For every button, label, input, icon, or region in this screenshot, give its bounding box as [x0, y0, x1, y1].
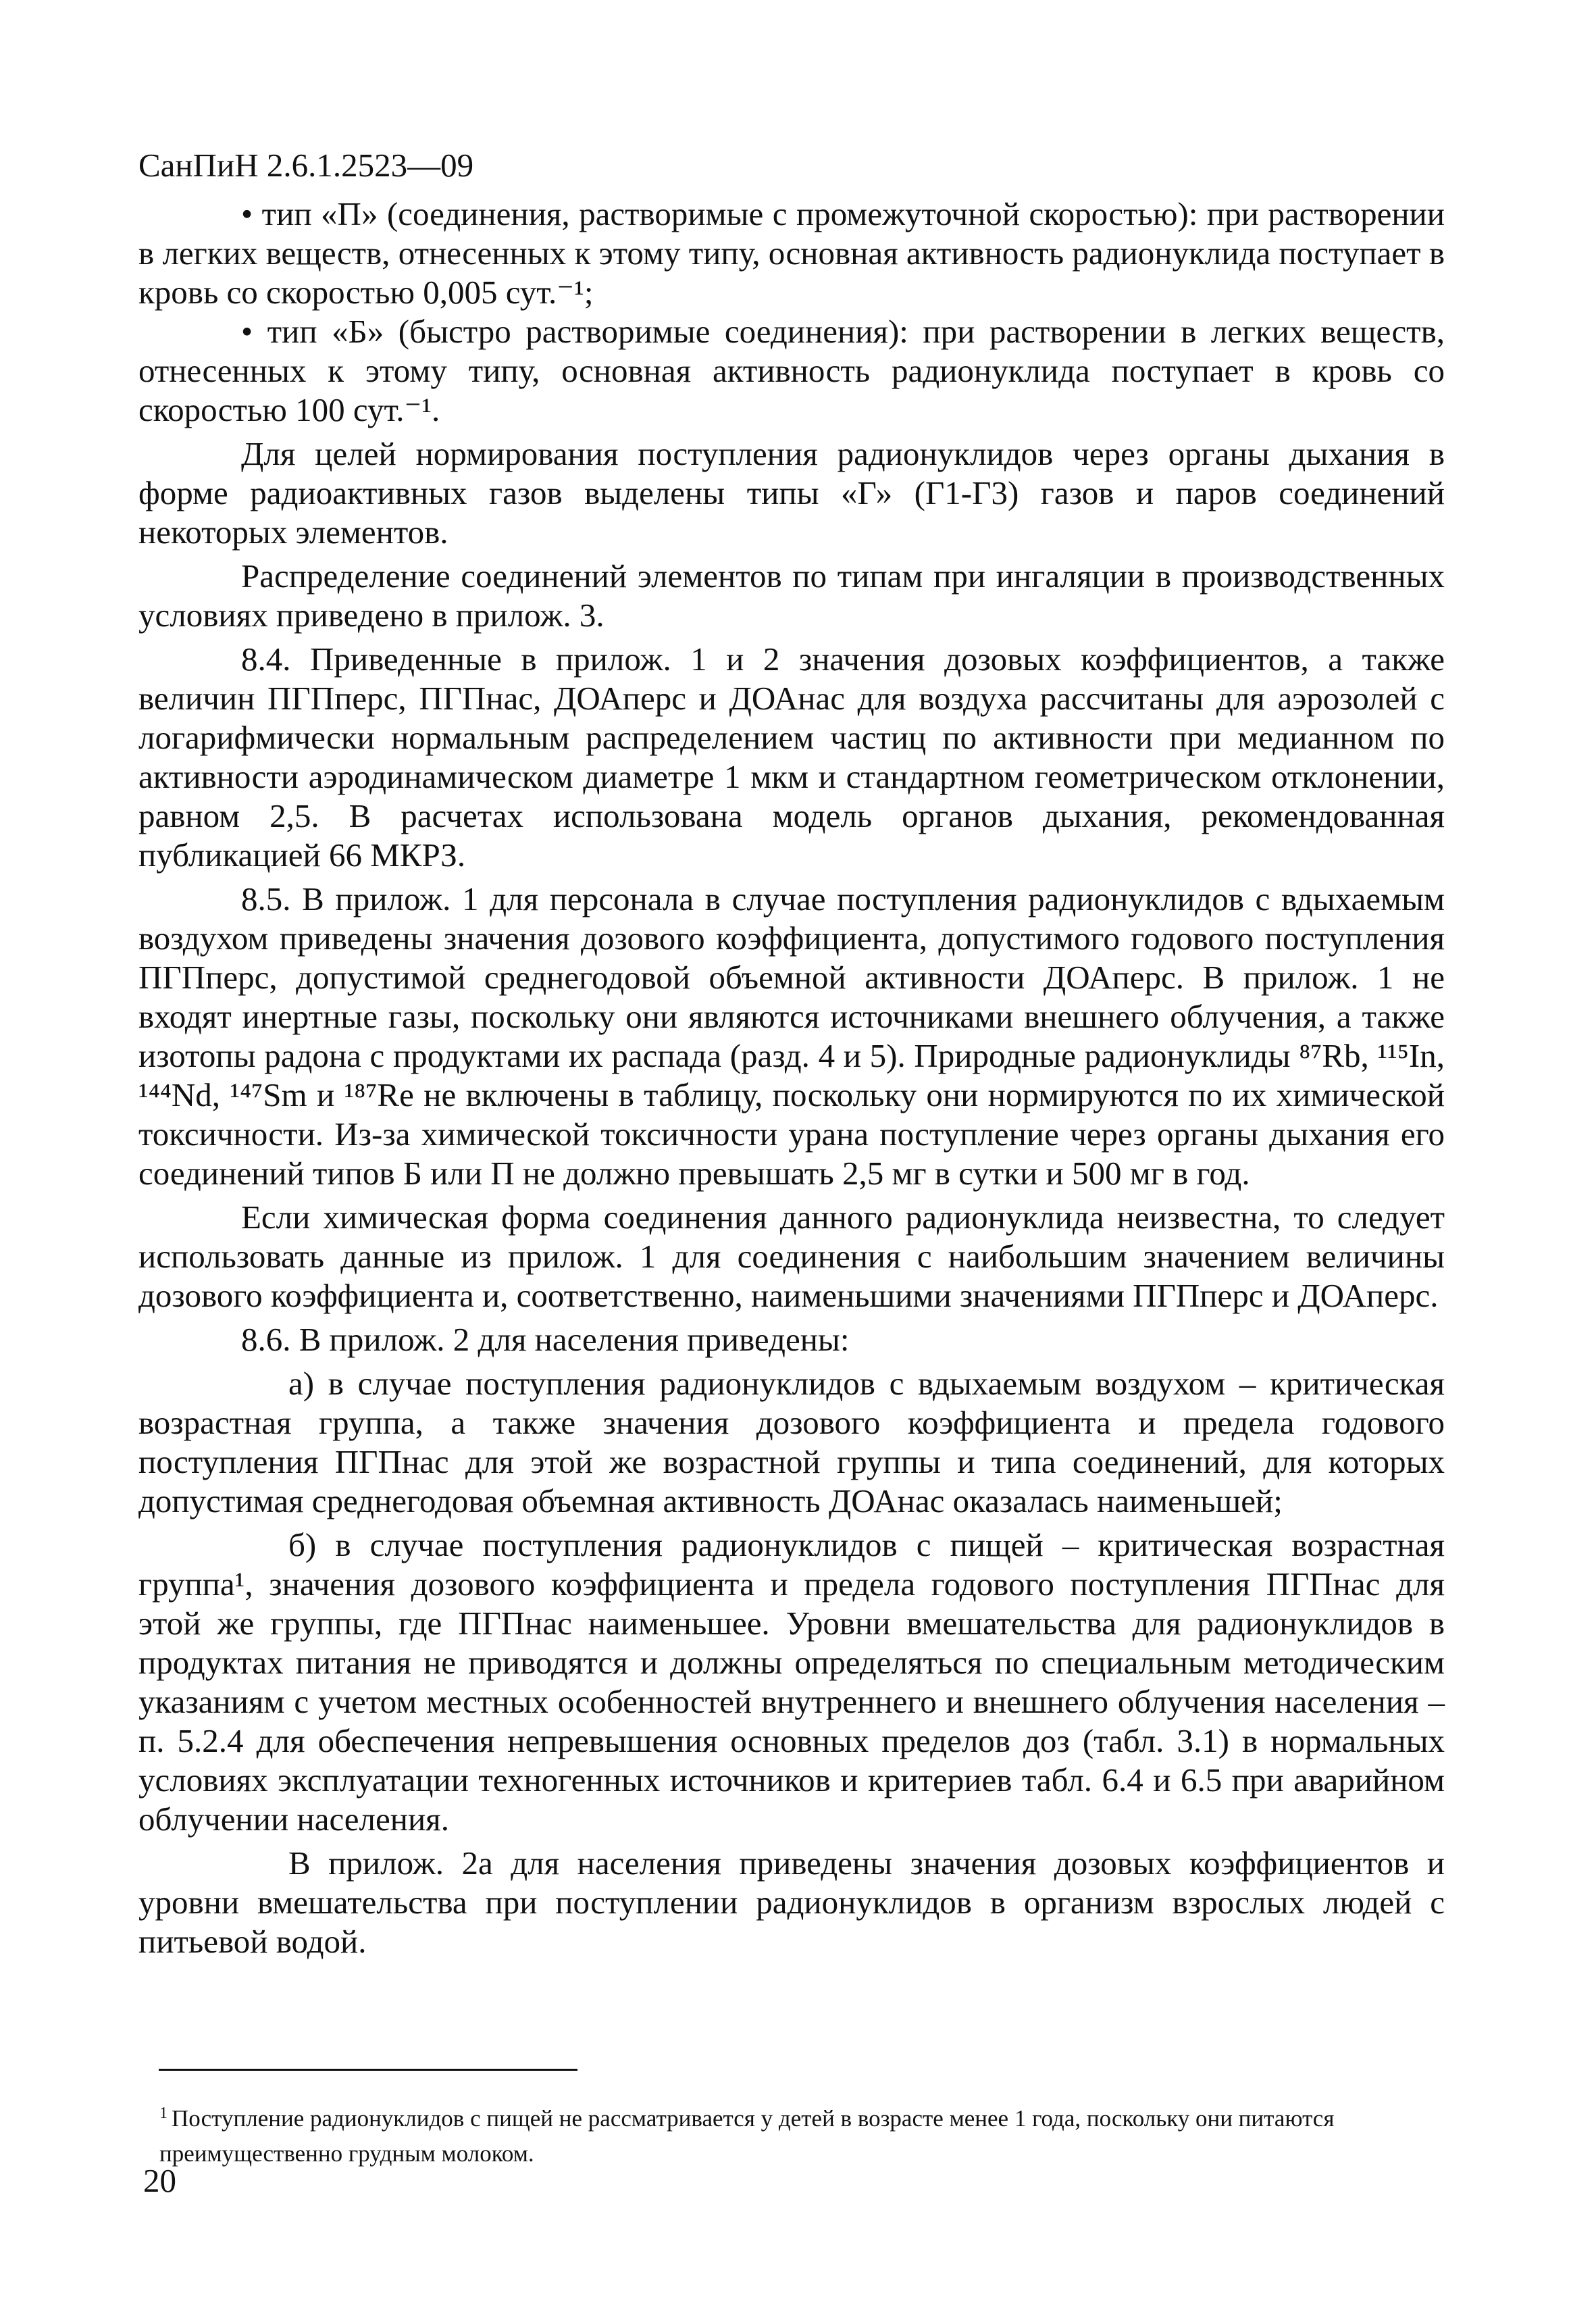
- bullet-type-p: • тип «П» (соединения, растворимые с промежуточной скоростью): при растворении в легких веществ, отнесенных к этому типу, основная активность радионуклида поступает в кровь со скоростью 0,005 сут.⁻¹;: [138, 195, 1445, 311]
- paragraph-8-5: 8.5. В прилож. 1 для персонала в случае поступления радионуклидов с вдыхаемым воздухом приведены значения дозового коэффициента, допустимого годового поступления ПГПперс, допустимой среднегодовой объемной активности ДОАперс. В прилож. 1 не входят инертные газы, поскольку они являются источниками внешнего облучения, а также изотопы радона с продуктами их распада (разд. 4 и 5). Природные радионуклиды ⁸⁷Rb, ¹¹⁵In, ¹⁴⁴Nd, ¹⁴⁷Sm и ¹⁸⁷Re не включены в таблицу, поскольку они нормируются по их химической токсичности. Из-за химической токсичности урана поступление через органы дыхания его соединений типов Б или П не должно превышать 2,5 мг в сутки и 500 мг в год.: [138, 880, 1445, 1192]
- paragraph-8-6-b: б) в случае поступления радионуклидов с пищей – критическая возрастная группа¹, значения дозового коэффициента и предела годового поступления ПГПнас для этой же группы, где ПГПнас наименьшее. Уровни вмешательства для радионуклидов в продуктах питания не приводятся и должны определяться по специальным методическим указаниям с учетом местных особенностей внутреннего и внешнего облучения населения – п. 5.2.4 для обеспечения непревышения основных пределов доз (табл. 3.1) в нормальных условиях эксплуатации техногенных источников и критериев табл. 6.4 и 6.5 при аварийном облучении населения.: [138, 1526, 1445, 1838]
- page-number: 20: [143, 2162, 176, 2199]
- footnote-separator: [159, 2069, 577, 2071]
- paragraph-chemical-form: Если химическая форма соединения данного радионуклида неизвестна, то следует использовать данные из прилож. 1 для соединения с наибольшим значением величины дозового коэффициента и, соответственно, наименьшими значениями ПГПперс и ДОАперс.: [138, 1199, 1445, 1314]
- paragraph-8-6: 8.6. В прилож. 2 для населения приведены:: [241, 1321, 850, 1358]
- paragraph-appendix-2a: В прилож. 2а для населения приведены значения дозовых коэффициентов и уровни вмешательства при поступлении радионуклидов в организм взрослых людей с питьевой водой.: [138, 1844, 1445, 1960]
- footnote-mark: 1: [159, 2105, 168, 2122]
- paragraph-gas-types: Для целей нормирования поступления радионуклидов через органы дыхания в форме радиоактивных газов выделены типы «Г» (Г1-Г3) газов и паров соединений некоторых элементов.: [138, 435, 1445, 551]
- footnote: [159, 2096, 1416, 2171]
- paragraph-distribution: Распределение соединений элементов по типам при ингаляции в производственных условиях приведено в прилож. 3.: [138, 557, 1445, 634]
- document-code-header: СанПиН 2.6.1.2523—09: [138, 147, 474, 184]
- paragraph-8-6-a: а) в случае поступления радионуклидов с вдыхаемым воздухом – критическая возрастная группа, а также значения дозового коэффициента и предела годового поступления ПГПнас для этой же возрастной группы и типа соединений, для которых допустимая среднегодовая объемная активность ДОАнас оказалась наименьшей;: [138, 1365, 1445, 1519]
- document-body: [138, 195, 1445, 1966]
- paragraph-8-4: 8.4. Приведенные в прилож. 1 и 2 значения дозовых коэффициентов, а также величин ПГПперс, ПГПнас, ДОАперс и ДОАнас для воздуха рассчитаны для аэрозолей с логарифмически нормальным распределением частиц по активности при медианном по активности аэродинамическом диаметре 1 мкм и стандартном геометрическом отклонении, равном 2,5. В расчетах использована модель органов дыхания, рекомендованная публикацией 66 МКРЗ.: [138, 640, 1445, 874]
- bullet-type-b: • тип «Б» (быстро растворимые соединения): при растворении в легких веществ, отнесенных к этому типу, основная активность радионуклида поступает в кровь со скоростью 100 сут.⁻¹.: [138, 313, 1445, 428]
- footnote-text: Поступление радионуклидов с пищей не рассматривается у детей в возрасте менее 1 года, поскольку они питаются преимущественно грудным молоком.: [159, 2105, 1335, 2167]
